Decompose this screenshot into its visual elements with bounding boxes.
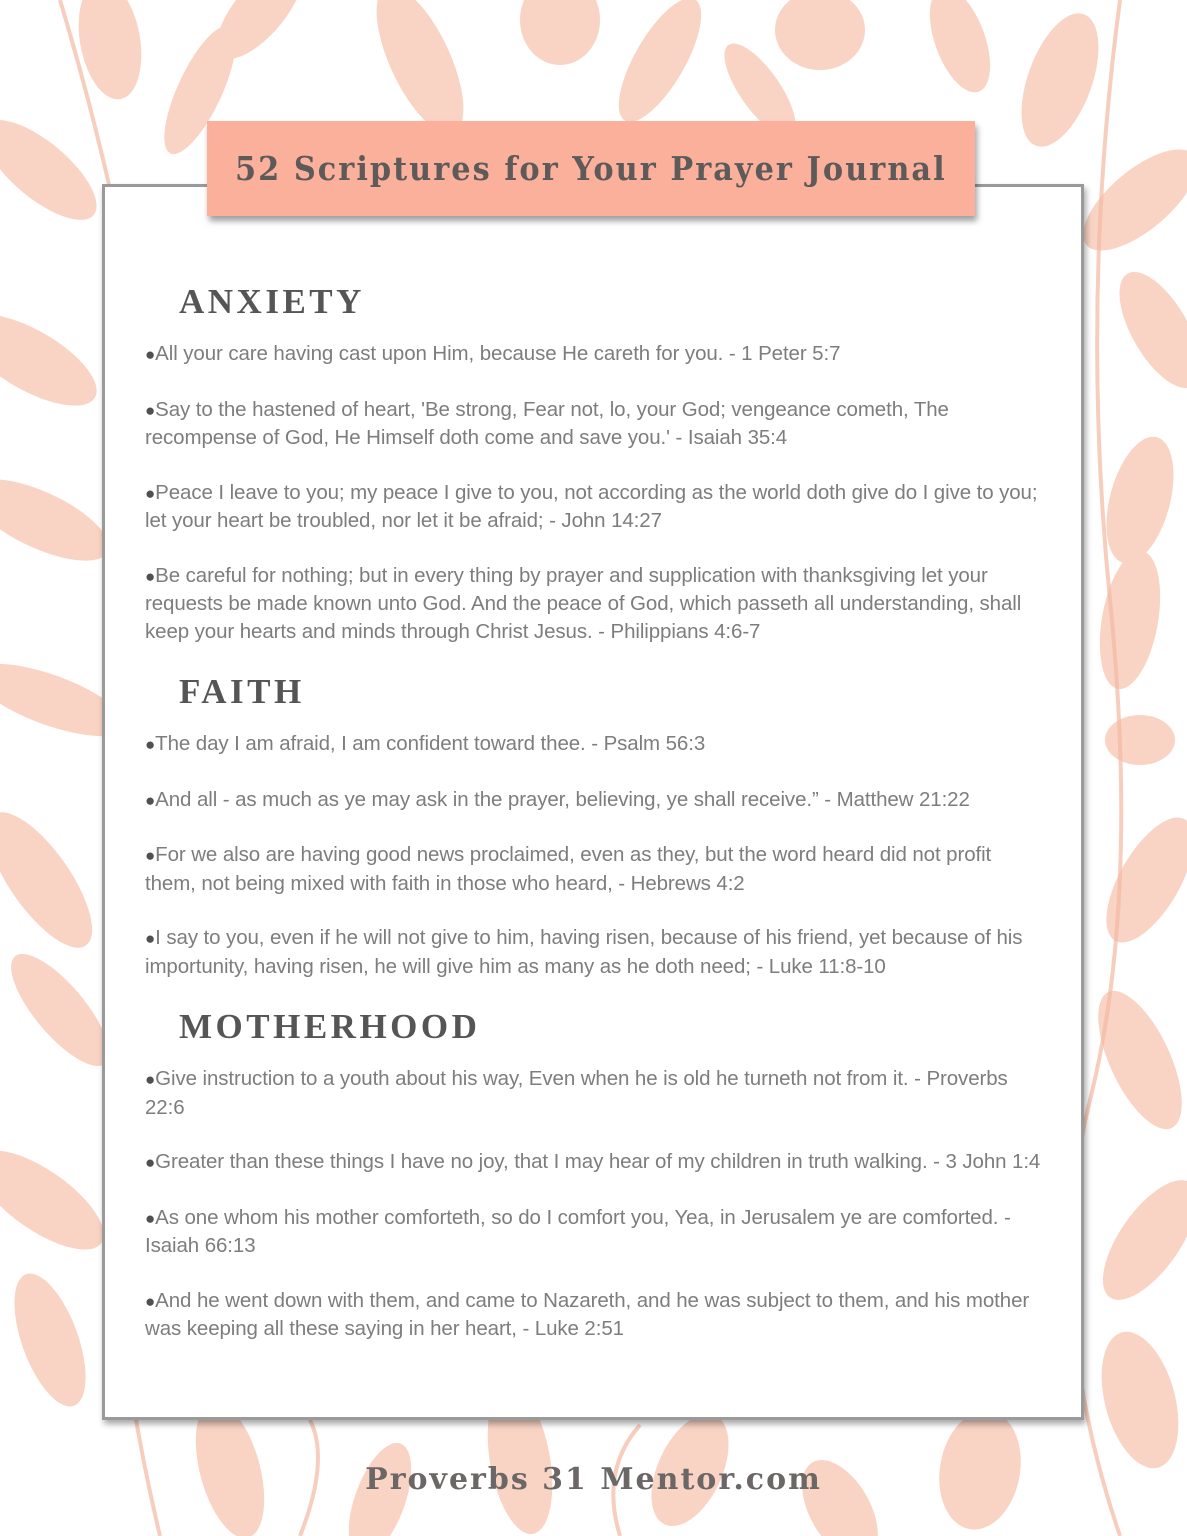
verse-text: Be careful for nothing; but in every thing by prayer and supplication with thanksgiving let your requests be made known unto God. And the peace of God, which passeth all understanding, shall keep your hearts and minds through Christ Jesus. - Philippians 4:6-7 xyxy=(145,563,1022,643)
section-motherhood xyxy=(145,1007,1045,1343)
verse-item xyxy=(145,479,1045,535)
verse-item xyxy=(145,1287,1045,1343)
bullet-icon: ● xyxy=(145,790,156,810)
verse-text: I say to you, even if he will not give to him, having risen, because of his friend, yet because of his importunity, having risen, he will give him as many as he doth need; - Luke 11:8-10 xyxy=(145,926,1023,978)
bullet-icon: ● xyxy=(145,846,156,865)
section-title: MOTHERHOOD xyxy=(179,1007,481,1046)
bullet-icon: ● xyxy=(145,566,156,586)
verse-text: And all - as much as ye may ask in the prayer, believing, ye shall receive.” - Matthew 21:22 xyxy=(155,787,970,811)
verse-text: Peace I leave to you; my peace I give to you, not according as the world doth give do I give to you; let your heart be troubled, nor let it be afraid; - John 14:27 xyxy=(145,480,1038,532)
verse-item xyxy=(145,786,1045,815)
verse-text: Say to the hastened of heart, 'Be strong, Fear not, lo, your God; vengeance cometh, The recompense of God, He Himself doth come and save you.' - Isaiah 35:4 xyxy=(145,397,949,449)
verse-item xyxy=(145,396,1045,452)
verse-text: As one whom his mother comforteth, so do I comfort you, Yea, in Jerusalem ye are comforted. - Isaiah 66:13 xyxy=(145,1205,1011,1257)
bullet-icon: ● xyxy=(145,483,156,503)
bullet-icon: ● xyxy=(145,929,156,948)
footer-brand: Proverbs 31 Mentor.com xyxy=(365,1462,822,1497)
bullet-icon: ● xyxy=(145,345,156,364)
section-title: FAITH xyxy=(179,672,305,711)
bullet-icon: ● xyxy=(145,1070,156,1089)
page-title: 52 Scriptures for Your Prayer Journal xyxy=(235,149,947,188)
bullet-icon: ● xyxy=(145,1291,156,1311)
verse-text: For we also are having good news proclaimed, even as they, but the word heard did not profit them, not being mixed with faith in those who heard, - Hebrews 4:2 xyxy=(145,843,992,895)
verse-item xyxy=(145,1204,1045,1260)
bullet-icon: ● xyxy=(145,1153,156,1172)
verse-text: The day I am afraid, I am confident toward thee. - Psalm 56:3 xyxy=(155,732,706,755)
verse-item xyxy=(145,340,1045,369)
verse-item xyxy=(145,841,1045,897)
section-anxiety xyxy=(145,282,1045,645)
verse-item xyxy=(145,924,1045,980)
verse-text: All your care having cast upon Him, because He careth for you. - 1 Peter 5:7 xyxy=(155,342,841,365)
verse-text: Give instruction to a youth about his way, Even when he is old he turneth not from it. - Proverbs 22:6 xyxy=(145,1067,1008,1119)
verse-item xyxy=(145,562,1045,646)
bullet-icon: ● xyxy=(145,735,156,754)
scripture-card xyxy=(102,184,1084,1420)
section-title: ANXIETY xyxy=(179,282,365,321)
verse-item xyxy=(145,1148,1045,1177)
verse-item xyxy=(145,1065,1045,1121)
title-banner xyxy=(207,121,975,216)
bullet-icon: ● xyxy=(145,400,156,420)
card-content xyxy=(145,282,1045,1370)
bullet-icon: ● xyxy=(145,1208,156,1228)
verse-text: Greater than these things I have no joy, that I may hear of my children in truth walking. - 3 John 1:4 xyxy=(155,1150,1041,1173)
verse-item xyxy=(145,730,1045,759)
verse-text: And he went down with them, and came to Nazareth, and he was subject to them, and his mother was keeping all these saying in her heart, - Luke 2:51 xyxy=(145,1288,1030,1340)
section-faith xyxy=(145,672,1045,980)
